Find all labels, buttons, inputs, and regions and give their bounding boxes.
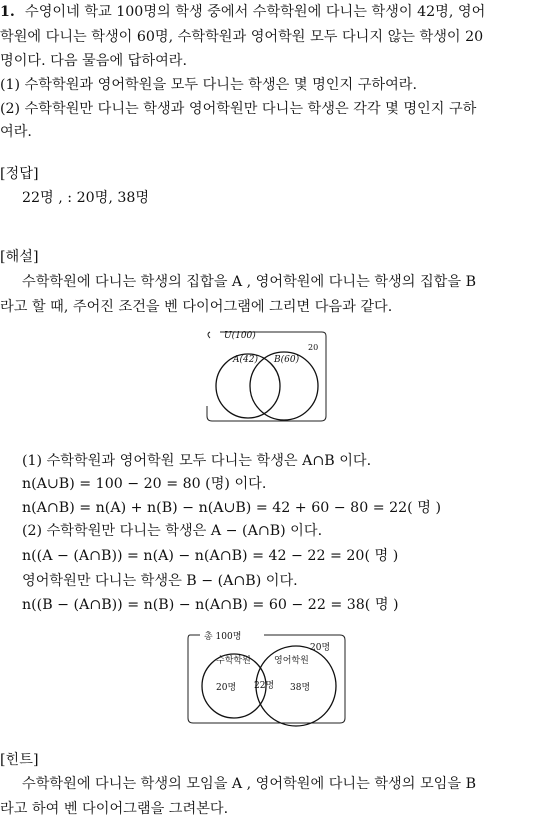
hint-line-2: 라고 하여 벤 다이어그램을 그려본다. [0, 801, 229, 817]
venn1-outside-label: 20 [308, 343, 319, 352]
venn2-only-english-value: 38명 [290, 683, 311, 693]
answer-heading: [정답] [0, 166, 39, 182]
venn2-outside-label: 20명 [310, 643, 331, 653]
venn2-universe-label: 총 100명 [204, 632, 242, 642]
venn1-set-a-label: A(42) [233, 355, 258, 365]
problem-line-3: 명이다. 다음 물음에 답하여라. [0, 53, 188, 69]
hint-heading: [힌트] [0, 752, 39, 768]
venn2-both-value: 22명 [254, 681, 275, 691]
question-1: (1) 수학학원과 영어학원을 모두 다니는 학생은 몇 명인지 구하여라. [0, 77, 418, 93]
question-2-line-1: (2) 수학학원만 다니는 학생과 영어학원만 다니는 학생은 각각 몇 명인지 구하 [0, 101, 477, 117]
venn-diagram-2 [186, 626, 348, 730]
venn1-set-b-label: B(60) [274, 355, 300, 365]
hint-line-1: 수학학원에 다니는 학생의 모임을 A , 영어학원에 다니는 학생의 모임을 B [22, 776, 477, 792]
formula-only-b: n((B − (A∩B)) = n(B) − n(A∩B) = 60 − 22 = 38( 명 ) [22, 597, 399, 613]
venn2-set-math-label: 수학학원 [216, 656, 251, 666]
explanation-step-3: 영어학원만 다니는 학생은 B − (A∩B) 이다. [22, 573, 298, 589]
formula-intersection: n(A∩B) = n(A) + n(B) − n(A∪B) = 42 + 60 − 80 = 22( 명 ) [22, 500, 441, 516]
problem-line-1: 수영이네 학교 100명의 학생 중에서 수학학원에 다니는 학생이 42명, 영어 [25, 4, 486, 20]
explanation-step-2: (2) 수학학원만 다니는 학생은 A − (A∩B) 이다. [22, 523, 323, 539]
explanation-step-1: (1) 수학학원과 영어학원 모두 다니는 학생은 A∩B 이다. [22, 453, 372, 469]
formula-union: n(A∪B) = 100 − 20 = 80 (명) 이다. [22, 476, 267, 492]
venn1-universe-label: U(100) [224, 331, 256, 341]
venn2-set-english-label: 영어학원 [274, 656, 309, 666]
formula-only-a: n((A − (A∩B)) = n(A) − n(A∩B) = 42 − 22 = 20( 명 ) [22, 548, 399, 564]
venn2-only-math-value: 20명 [216, 683, 237, 693]
explanation-intro-1: 수학학원에 다니는 학생의 집합을 A , 영어학원에 다니는 학생의 집합을 B [22, 274, 477, 290]
problem-line-2: 학원에 다니는 학생이 60명, 수학학원과 영어학원 모두 다니지 않는 학생이 20 [0, 29, 484, 45]
explanation-intro-2: 라고 할 때, 주어진 조건을 벤 다이어그램에 그리면 다음과 같다. [0, 299, 393, 315]
explanation-heading: [해설] [0, 249, 39, 265]
question-2-line-2: 여라. [0, 124, 32, 140]
answer-text: 22명 , : 20명, 38명 [22, 190, 150, 206]
problem-number: 1. [0, 4, 15, 20]
venn-diagram-1 [200, 328, 330, 428]
